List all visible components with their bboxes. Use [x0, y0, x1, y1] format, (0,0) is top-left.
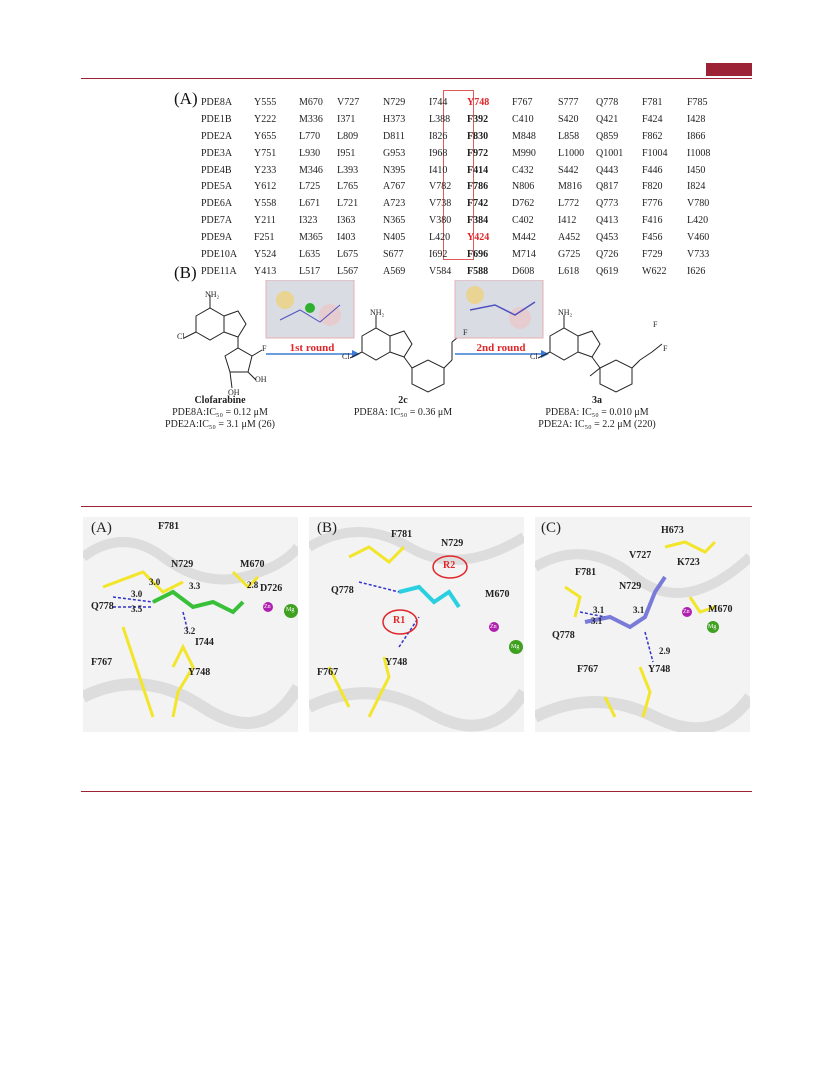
residue-cell: Y424	[467, 232, 490, 244]
residue-label: F781	[575, 567, 597, 578]
residue-cell: I428	[687, 113, 706, 125]
residue-cell: G953	[383, 147, 406, 159]
residue-cell: S442	[558, 164, 579, 176]
residue-label: N729	[619, 581, 642, 592]
residue-cell: L809	[337, 130, 359, 142]
residue-cell: M365	[299, 232, 323, 244]
residue-cell: L725	[299, 181, 321, 193]
residue-cell: Q773	[596, 198, 619, 210]
residue-cell: Y413	[254, 265, 277, 277]
residue-cell: Q453	[596, 232, 619, 244]
table-row	[201, 212, 727, 229]
residue-cell: V380	[429, 215, 452, 227]
clofarabine-ic50-pde2a: PDE2A:IC₅₀ = 3.1 μM (26)	[165, 419, 275, 430]
residue-cell: I323	[299, 215, 318, 227]
residue-cell: D811	[383, 130, 405, 142]
residue-cell: F776	[642, 198, 663, 210]
residue-cell: F414	[467, 164, 489, 176]
residue-cell: S677	[383, 248, 404, 260]
residue-cell: Y555	[254, 96, 277, 108]
header-tab	[706, 63, 752, 76]
table-row	[201, 128, 727, 145]
structure-a-label: (A)	[91, 520, 112, 536]
residue-cell: F392	[467, 113, 489, 125]
residue-cell: L772	[558, 198, 580, 210]
residue-cell: F456	[642, 232, 663, 244]
residue-cell: L721	[337, 198, 359, 210]
residue-cell: I626	[687, 265, 706, 277]
docking-image-1	[266, 280, 354, 338]
residue-label: M670	[708, 604, 733, 615]
distance-label: 3.3	[189, 581, 201, 591]
table-row	[201, 195, 727, 212]
atom-cl-3: Cl	[530, 352, 538, 361]
residue-cell: Y751	[254, 147, 277, 159]
enzyme-name: PDE10A	[201, 248, 238, 260]
residue-cell: I692	[429, 248, 448, 260]
distance-label: 2.9	[659, 646, 671, 656]
residue-cell: I824	[687, 181, 706, 193]
residue-cell: L393	[337, 164, 359, 176]
atom-nh2-1: NH₂	[205, 290, 220, 299]
enzyme-name: PDE3A	[201, 147, 233, 159]
section-rule-1	[81, 506, 752, 507]
residue-cell: L388	[429, 113, 451, 125]
residue-cell: Y233	[254, 164, 277, 176]
scheme-drawing	[0, 280, 833, 480]
atom-cl-1: Cl	[177, 332, 185, 341]
residue-cell: S420	[558, 113, 579, 125]
residue-cell: L420	[687, 215, 709, 227]
residue-cell: N405	[383, 232, 406, 244]
residue-cell: L635	[299, 248, 321, 260]
ion-mg: Mg	[708, 624, 717, 630]
residue-cell: C432	[512, 164, 534, 176]
table-row	[201, 178, 727, 195]
residue-cell: Y612	[254, 181, 277, 193]
residue-cell: F1004	[642, 147, 668, 159]
residue-cell: I412	[558, 215, 577, 227]
residue-label: V727	[629, 550, 652, 561]
table-row	[201, 229, 727, 246]
residue-label: F767	[317, 667, 339, 678]
residue-label: Q778	[552, 630, 575, 641]
residue-cell: F862	[642, 130, 663, 142]
atom-f-4: F	[663, 344, 668, 353]
residue-cell: N395	[383, 164, 406, 176]
residue-cell: C410	[512, 113, 534, 125]
residue-cell: L671	[299, 198, 321, 210]
enzyme-name: PDE2A	[201, 130, 233, 142]
residue-cell: Q443	[596, 164, 619, 176]
residue-cell: F767	[512, 96, 533, 108]
structure-panel-b	[309, 517, 524, 732]
residue-cell: A452	[558, 232, 581, 244]
residue-cell: V460	[687, 232, 710, 244]
atom-f-2: F	[463, 328, 468, 337]
residue-cell: F785	[687, 96, 708, 108]
residue-cell: F416	[642, 215, 663, 227]
region-label: R1	[393, 615, 406, 626]
residue-cell: I744	[429, 96, 448, 108]
residue-cell: N729	[383, 96, 406, 108]
residue-cell: F588	[467, 265, 489, 277]
residue-cell: L675	[337, 248, 359, 260]
residue-cell: Y222	[254, 113, 277, 125]
ion-zn: Zn	[490, 624, 497, 630]
residue-cell: N806	[512, 181, 535, 193]
enzyme-name: PDE4B	[201, 164, 232, 176]
header-rule	[81, 78, 752, 79]
residue-cell: F972	[467, 147, 489, 159]
atom-f-1: F	[262, 344, 267, 353]
distance-label: 3.0	[149, 577, 161, 587]
compound-2c-ic50: PDE8A: IC₅₀ = 0.36 μM	[353, 407, 453, 418]
enzyme-name: PDE8A	[201, 96, 233, 108]
residue-label: Q778	[91, 601, 114, 612]
residue-cell: M670	[299, 96, 323, 108]
enzyme-name: PDE11A	[201, 265, 237, 277]
residue-cell: I363	[337, 215, 356, 227]
compound-3a-ic50-pde2a: PDE2A: IC₅₀ = 2.2 μM (220)	[538, 419, 656, 430]
panel-b-label: (B)	[174, 263, 197, 282]
residue-cell: F424	[642, 113, 663, 125]
compound-3a-structure	[538, 315, 662, 392]
residue-cell: I450	[687, 164, 706, 176]
residue-cell: Q619	[596, 265, 619, 277]
clofarabine-ic50-pde8a: PDE8A:IC₅₀ = 0.12 μM	[172, 407, 268, 418]
residue-cell: V733	[687, 248, 710, 260]
residue-cell: H373	[383, 113, 406, 125]
residue-label: H673	[661, 525, 684, 536]
distance-label: 3.1	[591, 616, 603, 626]
residue-cell: Q1001	[596, 147, 624, 159]
distance-label: 3.5	[131, 604, 143, 614]
residue-cell: D762	[512, 198, 535, 210]
residue-cell: G725	[558, 248, 581, 260]
sequence-table	[201, 94, 727, 280]
residue-cell: L618	[558, 265, 580, 277]
compound-3a-ic50-pde8a: PDE8A: IC₅₀ = 0.010 μM	[545, 407, 649, 418]
residue-cell: M336	[299, 113, 323, 125]
residue-label: Q778	[331, 585, 354, 596]
residue-cell: I951	[337, 147, 356, 159]
residue-label: Y748	[385, 657, 408, 668]
residue-cell: M848	[512, 130, 536, 142]
residue-cell: F446	[642, 164, 663, 176]
distance-label: 2.8	[247, 580, 259, 590]
docking-image-2	[455, 280, 543, 338]
panel-a-label: (A)	[174, 89, 198, 108]
residue-cell: C402	[512, 215, 534, 227]
residue-label: F781	[158, 521, 180, 532]
atom-oh-2: OH	[228, 388, 240, 397]
structure-c-label: (C)	[541, 520, 561, 536]
residue-cell: V738	[429, 198, 452, 210]
section-rule-2	[81, 791, 752, 792]
residue-cell: A767	[383, 181, 406, 193]
structure-panel-c	[535, 517, 750, 732]
residue-cell: I371	[337, 113, 356, 125]
residue-cell: W622	[642, 265, 667, 277]
residue-cell: F830	[467, 130, 489, 142]
residue-label: D726	[260, 583, 283, 594]
round-2-label: 2nd round	[476, 342, 526, 354]
compound-3a-name: 3a	[592, 395, 602, 406]
residue-cell: L1000	[558, 147, 585, 159]
residue-cell: Y655	[254, 130, 277, 142]
residue-cell: V584	[429, 265, 452, 277]
distance-label: 3.1	[593, 605, 605, 615]
atom-nh2-3: NH₂	[558, 308, 573, 317]
table-row	[201, 145, 727, 162]
ion-zn: Zn	[264, 604, 271, 610]
atom-cl-2: Cl	[342, 352, 350, 361]
table-row	[201, 246, 727, 263]
residue-cell: V780	[687, 198, 710, 210]
residue-cell: L517	[299, 265, 321, 277]
residue-cell: Q817	[596, 181, 619, 193]
residue-cell: F251	[254, 232, 275, 244]
atom-nh2-2: NH₂	[370, 308, 385, 317]
enzyme-name: PDE7A	[201, 215, 233, 227]
structure-b-label: (B)	[317, 520, 337, 536]
residue-label: K723	[677, 557, 700, 568]
residue-cell: Q726	[596, 248, 619, 260]
residue-cell: Q778	[596, 96, 619, 108]
region-label: R2	[443, 560, 456, 571]
residue-cell: F742	[467, 198, 489, 210]
residue-cell: F781	[642, 96, 663, 108]
residue-cell: Y748	[467, 96, 490, 108]
enzyme-name: PDE5A	[201, 181, 233, 193]
residue-cell: F729	[642, 248, 663, 260]
structure-panel-a	[83, 517, 298, 732]
residue-cell: M714	[512, 248, 536, 260]
residue-cell: N365	[383, 215, 406, 227]
clofarabine-structure	[184, 295, 262, 388]
residue-label: F781	[391, 529, 413, 540]
residue-label: Y748	[188, 667, 211, 678]
distance-label: 3.0	[131, 589, 143, 599]
round-1-label: 1st round	[289, 342, 335, 354]
ion-mg: Mg	[511, 644, 520, 650]
residue-label: F767	[91, 657, 113, 668]
residue-label: N729	[441, 538, 464, 549]
residue-cell: Y524	[254, 248, 277, 260]
atom-oh-1: OH	[255, 375, 267, 384]
residue-label: Y748	[648, 664, 671, 675]
enzyme-name: PDE1B	[201, 113, 232, 125]
table-row	[201, 111, 727, 128]
residue-cell: Y211	[254, 215, 276, 227]
residue-cell: Q421	[596, 113, 619, 125]
residue-cell: M346	[299, 164, 323, 176]
enzyme-name: PDE6A	[201, 198, 233, 210]
residue-label: I744	[195, 637, 214, 648]
table-row	[201, 263, 727, 280]
compound-2c-name: 2c	[398, 395, 408, 406]
residue-label: N729	[171, 559, 194, 570]
residue-cell: F786	[467, 181, 489, 193]
atom-f-3: F	[653, 320, 658, 329]
residue-label: M670	[240, 559, 265, 570]
residue-cell: L765	[337, 181, 359, 193]
residue-cell: Y558	[254, 198, 277, 210]
residue-cell: I826	[429, 130, 448, 142]
residue-cell: V782	[429, 181, 452, 193]
residue-cell: I866	[687, 130, 706, 142]
residue-cell: A569	[383, 265, 406, 277]
residue-cell: Q859	[596, 130, 619, 142]
residue-cell: M816	[558, 181, 582, 193]
ion-mg: Mg	[286, 607, 295, 613]
residue-cell: I403	[337, 232, 356, 244]
table-row	[201, 94, 727, 111]
ion-zn: Zn	[683, 609, 690, 615]
residue-cell: I410	[429, 164, 448, 176]
residue-cell: L858	[558, 130, 580, 142]
compound-2c-structure	[350, 315, 462, 392]
residue-cell: I1008	[687, 147, 711, 159]
residue-cell: L770	[299, 130, 321, 142]
distance-label: 3.2	[184, 626, 196, 636]
residue-cell: S777	[558, 96, 579, 108]
residue-cell: M442	[512, 232, 536, 244]
residue-label: M670	[485, 589, 510, 600]
residue-cell: D608	[512, 265, 535, 277]
residue-cell: F820	[642, 181, 663, 193]
residue-cell: Q413	[596, 215, 619, 227]
distance-label: 3.1	[633, 605, 645, 615]
residue-cell: M990	[512, 147, 536, 159]
residue-cell: I968	[429, 147, 448, 159]
residue-cell: L567	[337, 265, 359, 277]
residue-label: F767	[577, 664, 599, 675]
clofarabine-name: Clofarabine	[194, 395, 246, 406]
enzyme-name: PDE9A	[201, 232, 233, 244]
residue-cell: L930	[299, 147, 321, 159]
residue-cell: L420	[429, 232, 451, 244]
residue-cell: V727	[337, 96, 360, 108]
residue-cell: A723	[383, 198, 406, 210]
residue-cell: F696	[467, 248, 489, 260]
table-row	[201, 162, 727, 179]
residue-cell: F384	[467, 215, 489, 227]
